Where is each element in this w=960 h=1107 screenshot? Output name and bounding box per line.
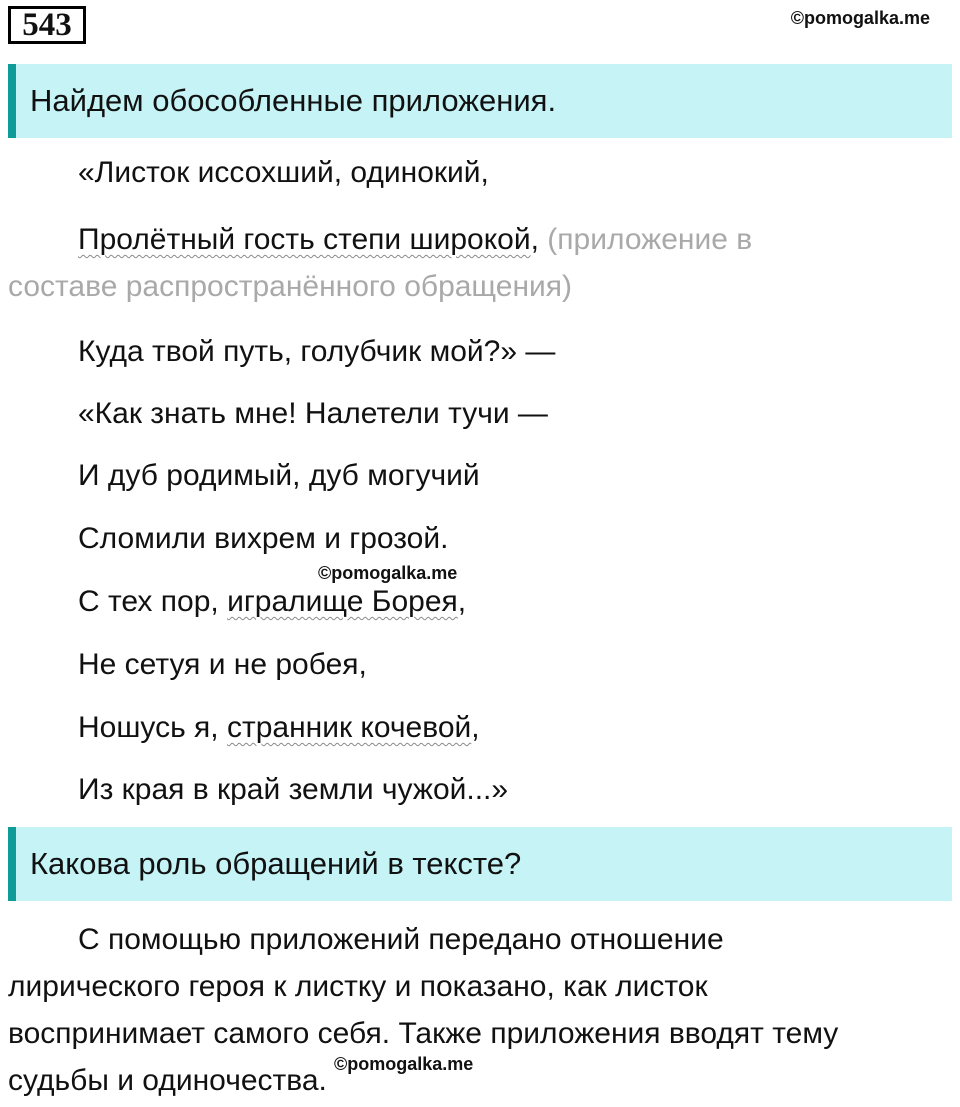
poem-line-7-start: С тех пор, bbox=[78, 585, 228, 618]
apposition-underlined-3: странник кочевой bbox=[226, 711, 472, 744]
watermark-middle: ©pomogalka.me bbox=[318, 563, 458, 583]
poem-line-8: Не сетуя и не робея, bbox=[78, 648, 367, 681]
apposition-underlined-1: Пролётный гость степи широкой bbox=[78, 223, 531, 256]
task-number: 543 bbox=[8, 6, 86, 44]
poem-line-6: Сломили вихрем и грозой. bbox=[78, 522, 449, 555]
poem-line-7 bbox=[78, 583, 466, 621]
poem-line-9 bbox=[78, 709, 480, 747]
answer-line-1: С помощью приложений передано отношение bbox=[78, 923, 724, 956]
section-heading-role-of-addresses: Какова роль обращений в тексте? bbox=[8, 827, 952, 901]
section-heading-find-appositions: Найдем обособленные приложения. bbox=[8, 64, 952, 138]
poem-line-4: «Как знать мне! Налетели тучи — bbox=[78, 397, 548, 430]
watermark-top: ©pomogalka.me bbox=[790, 8, 930, 28]
apposition-underlined-2: игралище Борея bbox=[227, 585, 458, 618]
watermark-bottom: ©pomogalka.me bbox=[334, 1054, 474, 1074]
grammar-note-continued: составе распространённого обращения) bbox=[8, 270, 573, 303]
poem-line-2 bbox=[78, 221, 752, 259]
poem-line-1: «Листок иссохший, одинокий, bbox=[78, 156, 489, 189]
poem-line-5: И дуб родимый, дуб могучий bbox=[78, 459, 480, 492]
poem-line-10: Из края в край земли чужой...» bbox=[78, 773, 509, 806]
poem-line-3: Куда твой путь, голубчик мой?» — bbox=[78, 335, 556, 368]
answer-line-2: лирического героя к листку и показано, как листок bbox=[8, 970, 708, 1003]
poem-line-9-start: Ношусь я, bbox=[78, 711, 227, 744]
grammar-note: (приложение в bbox=[547, 223, 753, 256]
poem-line-2-punct: , bbox=[530, 223, 548, 256]
poem-line-9-punct: , bbox=[471, 711, 480, 744]
poem-line-7-punct: , bbox=[457, 585, 467, 618]
answer-line-4: судьбы и одиночества. bbox=[8, 1064, 327, 1097]
answer-line-3: воспринимает самого себя. Также приложения вводят тему bbox=[8, 1017, 839, 1050]
